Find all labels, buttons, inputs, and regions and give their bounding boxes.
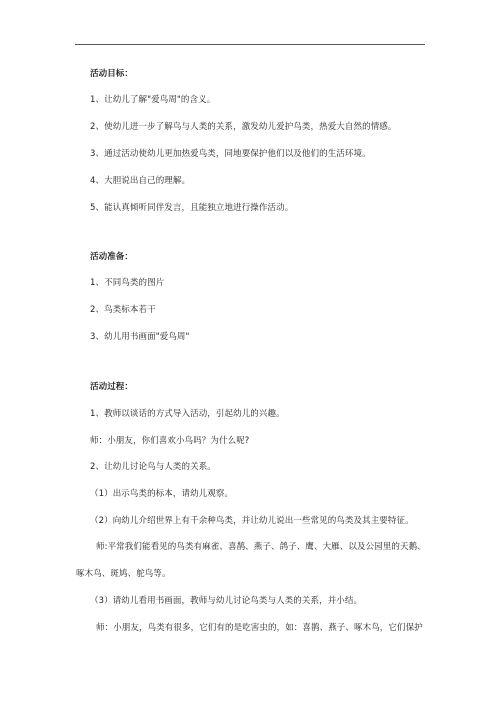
header-rule <box>75 44 425 45</box>
process-item: （2）向幼儿介绍世界上有千余种鸟类，并让幼儿说出一些常见的鸟类及其主要特征。 <box>90 516 414 526</box>
section-heading-process: 活动过程： <box>90 382 134 392</box>
preparation-item: 2、鸟类标本若干 <box>90 305 156 315</box>
process-item: 师：小朋友，鸟类有很多，它们有的是吃害虫的，如：喜鹊、燕子、啄木鸟，它们保护 <box>96 623 423 633</box>
preparation-item: 3、幼儿用书画面"爱鸟周" <box>90 332 190 342</box>
process-item: （1）出示鸟类的标本，请幼儿观察。 <box>90 489 234 499</box>
goal-item: 4、大胆说出自己的理解。 <box>90 176 191 186</box>
goal-item: 5、能认真倾听同伴发言，且能独立地进行操作活动。 <box>90 203 294 213</box>
goal-item: 1、让幼儿了解"爱鸟周"的含义。 <box>90 95 216 105</box>
process-item-continuation: 啄木鸟、斑鸠、鸵鸟等。 <box>76 569 171 579</box>
goal-item: 2、使幼儿进一步了解鸟与人类的关系，激发幼儿爱护鸟类，热爱大自然的情感。 <box>90 122 397 132</box>
process-item: 1、教师以谈话的方式导入活动，引起幼儿的兴趣。 <box>90 409 285 419</box>
goal-item: 3、通过活动使幼儿更加热爱鸟类，同地要保护他们以及他们的生活环境。 <box>90 149 371 159</box>
process-item: 2、让幼儿讨论鸟与人类的关系。 <box>90 462 216 472</box>
section-heading-goals: 活动目标： <box>90 69 134 79</box>
preparation-item: 1、不同鸟类的图片 <box>90 278 165 288</box>
process-item: 师:平常我们能看见的鸟类有麻雀、喜鹊、燕子、鸽子、鹰、大雁、以及公园里的天鹅、 <box>96 542 426 552</box>
process-item: （3）请幼儿看用书画面，教师与幼儿讨论鸟类与人类的关系，并小结。 <box>90 596 363 606</box>
process-item: 师：小朋友，你们喜欢小鸟吗？为什么呢? <box>90 436 250 446</box>
section-heading-preparation: 活动准备： <box>90 252 134 262</box>
